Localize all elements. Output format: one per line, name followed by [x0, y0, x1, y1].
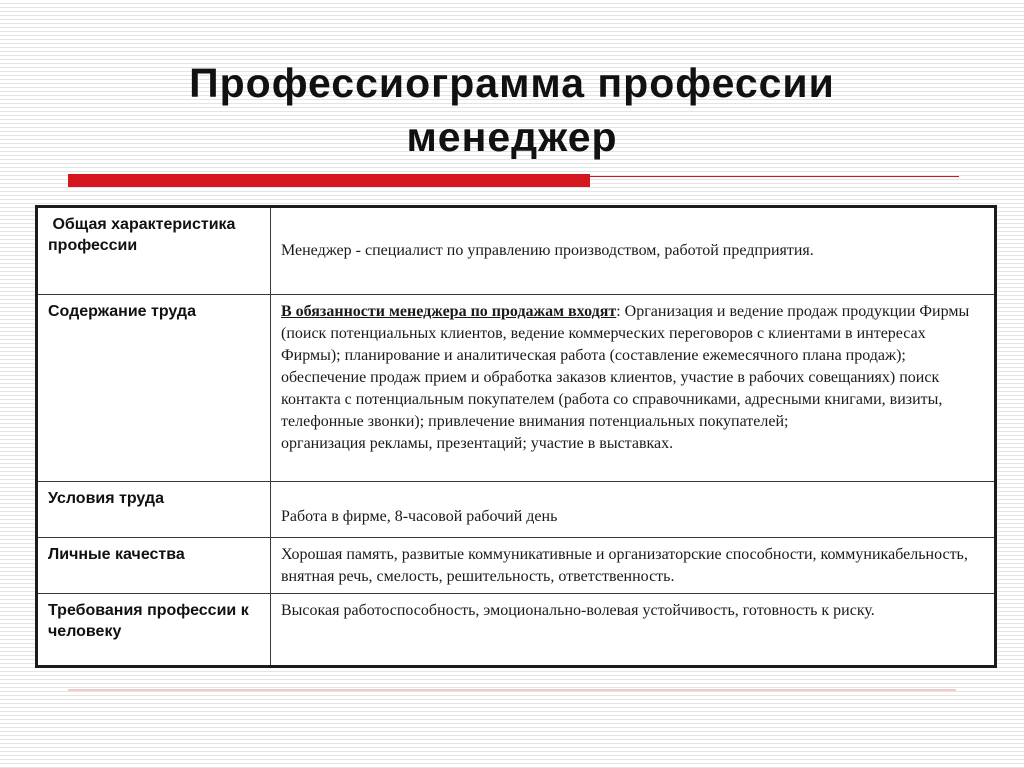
slide-title-line-2: менеджер	[406, 114, 618, 160]
row-label: Условия труда	[48, 489, 164, 507]
table-row	[38, 593, 994, 665]
profession-table-grid	[38, 208, 994, 665]
row-value-cell	[271, 481, 995, 537]
row-label: Общая характеристика профессии	[48, 216, 240, 254]
row-label-cell	[38, 593, 271, 665]
row-value-cell	[271, 208, 995, 294]
row-label-cell	[38, 537, 271, 593]
row-value-cell	[271, 294, 995, 481]
row-label-cell	[38, 208, 271, 294]
row-label-cell	[38, 481, 271, 537]
row-label-cell	[38, 294, 271, 481]
duties-heading: В обязанности менеджера по продажам входят	[281, 302, 617, 320]
table-row	[38, 208, 994, 294]
row-value	[271, 295, 994, 459]
slide-title-line-1: Профессиограмма профессии	[189, 60, 835, 106]
row-value: Работа в фирме, 8-часовой рабочий день	[281, 507, 558, 525]
duties-colon: :	[616, 302, 621, 320]
row-value-cell	[271, 537, 995, 593]
row-value: Менеджер - специалист по управлению производством, работой предприятия.	[281, 242, 814, 259]
row-value: Высокая работоспособность, эмоционально-волевая устойчивость, готовность к риску.	[281, 601, 875, 619]
duties-text-line-2: организация рекламы, презентаций; участие в выставках.	[281, 434, 674, 452]
row-label: Содержание труда	[48, 302, 196, 320]
duties-text: Организация и ведение продаж продукции Фирмы (поиск потенциальных клиентов, ведение коммерческих переговоров с клиентами в интересах Фирмы); планирование и аналитическая работа (составление ежемесячного плана продаж); обеспечение продаж прием и обработка заказов клиентов, участие в рабочих совещаниях) поиск контакта с потенциальным покупателем (работа со справочниками, адресными книгами, визиты, телефонные звонки); привлечение внимания потенциальных покупателей;	[281, 302, 970, 430]
profession-table	[35, 205, 997, 668]
footer-accent-line	[68, 689, 956, 691]
table-row	[38, 537, 994, 593]
table-row	[38, 294, 994, 481]
row-value: Хорошая память, развитые коммуникативные и организаторские способности, коммуникабельность, внятная речь, смелость, решительность, ответственность.	[281, 545, 968, 585]
title-accent-bar	[68, 174, 590, 187]
row-label: Личные качества	[48, 545, 185, 563]
row-value-cell	[271, 593, 995, 665]
row-label: Требования профессии к человеку	[48, 601, 249, 640]
slide-title	[0, 56, 1024, 164]
table-row	[38, 481, 994, 537]
title-accent-line	[590, 176, 959, 177]
